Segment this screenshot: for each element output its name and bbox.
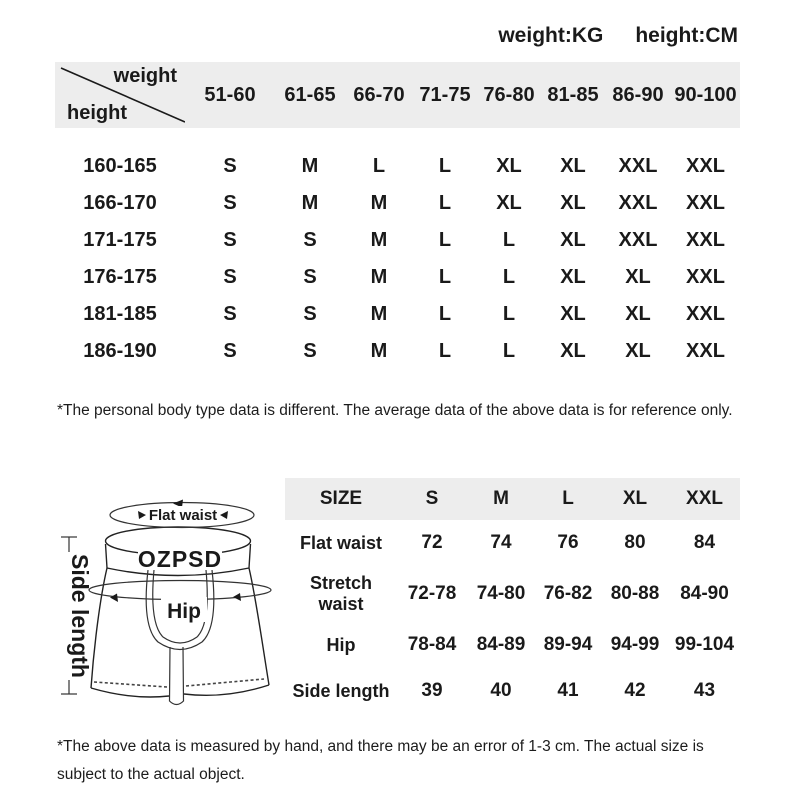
- measurements-body: [285, 520, 740, 714]
- table-row: [55, 296, 740, 333]
- size-cell: S: [303, 229, 317, 251]
- height-range: 186-190: [83, 340, 157, 362]
- measure-value: 42: [624, 680, 646, 701]
- size-cell: XL: [560, 192, 586, 214]
- measure-value: 89-94: [543, 634, 593, 655]
- size-cell: M: [370, 192, 388, 214]
- fit-table-disclaimer: *The personal body type data is different. The average data of the above data is for reference only.: [57, 402, 733, 419]
- measure-value: 84-90: [680, 583, 729, 604]
- size-cell: L: [502, 266, 516, 288]
- size-cell: S: [303, 266, 317, 288]
- table-row: [55, 185, 740, 222]
- measurements-disclaimer: *The above data is measured by hand, and there may be an error of 1-3 cm. The actual size is subject to the actual object.: [57, 738, 704, 783]
- size-cell: M: [370, 303, 388, 325]
- size-cell: S: [223, 155, 237, 177]
- table-row: [55, 333, 740, 370]
- fit-table: [55, 62, 740, 370]
- size-cell: XL: [496, 155, 522, 177]
- measure-value: 99-104: [674, 634, 735, 655]
- size-cell: M: [370, 340, 388, 362]
- size-cell: XXL: [686, 192, 725, 214]
- side-length-label: Side length: [67, 554, 93, 678]
- height-unit-label: height:CM: [635, 24, 738, 47]
- size-cell: L: [438, 340, 452, 362]
- measure-label-text: Stretch waist: [309, 573, 372, 614]
- measure-value: 80: [624, 532, 646, 553]
- size-col-header: XXL: [686, 488, 723, 509]
- table-row: [285, 566, 740, 622]
- weight-col-header: 51-60: [204, 83, 256, 106]
- height-range: 176-175: [83, 266, 157, 288]
- fit-table-corner-cell: [55, 62, 185, 128]
- flat-waist-label: Flat waist: [148, 507, 218, 524]
- measure-value: 76: [557, 532, 579, 553]
- flat-waist-measure: [110, 500, 254, 528]
- table-row: [285, 668, 740, 714]
- size-cell: XXL: [618, 229, 658, 251]
- size-cell: S: [223, 340, 237, 362]
- weight-col-header: 76-80: [483, 83, 535, 106]
- size-cell: XXL: [686, 303, 725, 325]
- size-cell: XXL: [686, 340, 725, 362]
- measure-value: 72: [421, 532, 443, 553]
- measure-value: 72-78: [407, 583, 457, 604]
- size-cell: S: [223, 192, 237, 214]
- size-cell: S: [223, 303, 237, 325]
- spacer: [55, 128, 740, 148]
- size-cell: M: [301, 155, 319, 177]
- table-row: [285, 520, 740, 566]
- measurements-header-row: [285, 478, 740, 520]
- size-cell: S: [223, 229, 237, 251]
- size-cell: XXL: [686, 229, 725, 251]
- measure-value: 80-88: [610, 583, 660, 604]
- size-cell: XL: [625, 266, 651, 288]
- size-cell: L: [438, 155, 452, 177]
- size-cell: L: [502, 229, 516, 251]
- measure-value: 41: [557, 680, 579, 701]
- table-row: [55, 222, 740, 259]
- corner-weight-label: weight: [113, 65, 177, 87]
- size-cell: L: [502, 303, 516, 325]
- measurements-table: [285, 478, 740, 714]
- brand-logo: OZPSD: [137, 546, 223, 572]
- size-col-header: L: [562, 488, 574, 509]
- measure-label: Flat waist: [299, 532, 383, 553]
- measure-value: 74: [490, 532, 512, 553]
- size-cell: XL: [625, 303, 651, 325]
- shorts-measurement-diagram: [40, 490, 290, 725]
- side-length-measure: [55, 537, 93, 694]
- measure-value: 76-82: [543, 583, 593, 604]
- size-cell: XL: [560, 229, 586, 251]
- weight-col-header: 71-75: [419, 83, 471, 106]
- measure-value: 43: [693, 680, 716, 701]
- measure-value: 94-99: [610, 634, 660, 655]
- measure-value: 39: [421, 680, 443, 701]
- size-cell: XXL: [618, 192, 658, 214]
- size-cell: XL: [560, 266, 586, 288]
- height-range: 171-175: [83, 229, 157, 251]
- size-cell: XXL: [686, 155, 725, 177]
- measure-value: 78-84: [407, 634, 457, 655]
- size-cell: XL: [560, 155, 586, 177]
- height-range: 166-170: [83, 192, 157, 214]
- table-row: [55, 259, 740, 296]
- measure-label: Side length: [292, 680, 390, 701]
- hip-label: Hip: [167, 600, 201, 623]
- size-cell: L: [502, 340, 516, 362]
- size-cell: XL: [560, 303, 586, 325]
- height-range: 160-165: [83, 155, 157, 177]
- size-col-header: S: [425, 488, 439, 509]
- size-cell: XL: [496, 192, 522, 214]
- fit-table-header-row: [55, 62, 740, 128]
- table-row: [55, 148, 740, 185]
- size-cell: S: [303, 303, 317, 325]
- weight-col-header: 81-85: [547, 83, 599, 106]
- measure-value: 84-89: [476, 634, 526, 655]
- size-cell: L: [438, 192, 452, 214]
- size-cell: XXL: [686, 266, 725, 288]
- measure-value: 74-80: [476, 583, 526, 604]
- height-range: 181-185: [83, 303, 157, 325]
- size-cell: XL: [625, 340, 651, 362]
- size-col-header: SIZE: [319, 488, 363, 509]
- weight-col-header: 61-65: [284, 83, 336, 106]
- weight-unit-label: weight:KG: [498, 24, 604, 47]
- size-cell: XXL: [618, 155, 658, 177]
- hip-measure: [89, 581, 271, 624]
- corner-height-label: height: [67, 102, 127, 124]
- measure-label: [285, 566, 397, 622]
- size-cell: L: [372, 155, 386, 177]
- size-cell: XL: [560, 340, 586, 362]
- weight-col-header: 86-90: [612, 83, 664, 106]
- table-row: [285, 622, 740, 668]
- size-col-header: XL: [622, 488, 648, 509]
- size-cell: M: [370, 229, 388, 251]
- size-cell: L: [438, 229, 452, 251]
- size-cell: S: [223, 266, 237, 288]
- units-note: [498, 24, 738, 48]
- size-cell: L: [438, 303, 452, 325]
- size-cell: M: [301, 192, 319, 214]
- measure-value: 40: [490, 680, 512, 701]
- measure-value: 84: [693, 532, 716, 553]
- size-col-header: M: [493, 488, 509, 509]
- measure-label: Hip: [326, 634, 356, 655]
- weight-col-header: 66-70: [353, 83, 405, 106]
- weight-col-header: 90-100: [674, 83, 737, 106]
- size-cell: S: [303, 340, 317, 362]
- size-cell: L: [438, 266, 452, 288]
- size-cell: M: [370, 266, 388, 288]
- fit-table-body: [55, 148, 740, 370]
